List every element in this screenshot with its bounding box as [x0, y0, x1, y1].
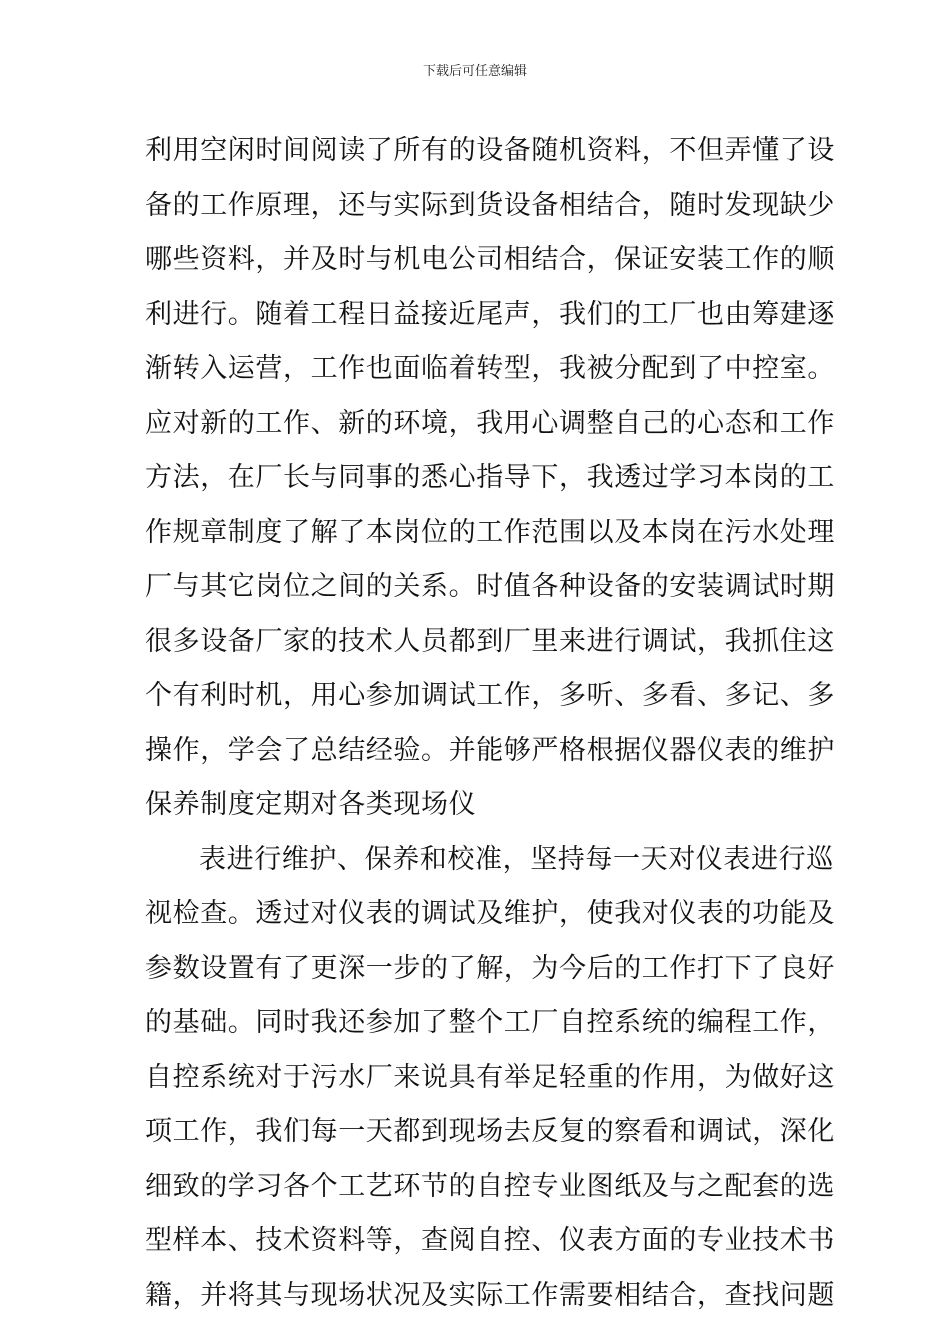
text-line: 项工作，我们每一天都到现场去反复的察看和调试，深化	[145, 1116, 835, 1147]
document-body	[145, 124, 835, 1323]
text-line: 表进行维护、保养和校准，坚持每一天对仪表进行巡	[199, 843, 834, 875]
paragraph-1	[145, 124, 835, 833]
text-line: 厂与其它岗位之间的关系。时值各种设备的安装调试时期	[145, 571, 835, 602]
text-line: 的基础。同时我还参加了整个工厂自控系统的编程工作，	[145, 1007, 835, 1038]
text-line: 方法，在厂长与同事的悉心指导下，我透过学习本岗的工	[145, 462, 835, 493]
text-line: 细致的学习各个工艺环节的自控专业图纸及与之配套的选	[145, 1170, 835, 1202]
text-line: 备的工作原理，还与实际到货设备相结合，随时发现缺少	[145, 189, 835, 221]
text-line: 视检查。透过对仪表的调试及维护，使我对仪表的功能及	[145, 898, 835, 929]
paragraph-2	[145, 833, 835, 1324]
text-line: 个有利时机，用心参加调试工作，多听、多看、多记、多	[145, 680, 835, 711]
page-header: 下载后可任意编辑	[422, 64, 527, 79]
text-line: 操作，学会了总结经验。并能够严格根据仪器仪表的维护	[145, 734, 835, 766]
text-line: 作规章制度了解了本岗位的工作范围以及本岗在污水处理	[145, 516, 835, 548]
text-line: 保养制度定期对各类现场仪	[145, 789, 477, 820]
text-line: 自控系统对于污水厂来说具有举足轻重的作用，为做好这	[145, 1061, 835, 1093]
text-line: 利进行。随着工程日益接近尾声，我们的工厂也由筹建逐	[145, 298, 835, 330]
text-line: 参数设置有了更深一步的了解，为今后的工作打下了良好	[145, 952, 835, 984]
text-line: 型样本、技术资料等，查阅自控、仪表方面的专业技术书	[145, 1225, 835, 1256]
text-line: 利用空闲时间阅读了所有的设备随机资料，不但弄懂了设	[145, 135, 835, 166]
text-line: 应对新的工作、新的环境，我用心调整自己的心态和工作	[145, 407, 835, 439]
text-line: 哪些资料，并及时与机电公司相结合，保证安装工作的顺	[145, 244, 835, 275]
text-line: 渐转入运营，工作也面临着转型，我被分配到了中控室。	[145, 353, 835, 384]
text-line: 很多设备厂家的技术人员都到厂里来进行调试，我抓住这	[145, 625, 835, 657]
text-line: 籍，并将其与现场状况及实际工作需要相结合，查找问题	[145, 1279, 835, 1311]
